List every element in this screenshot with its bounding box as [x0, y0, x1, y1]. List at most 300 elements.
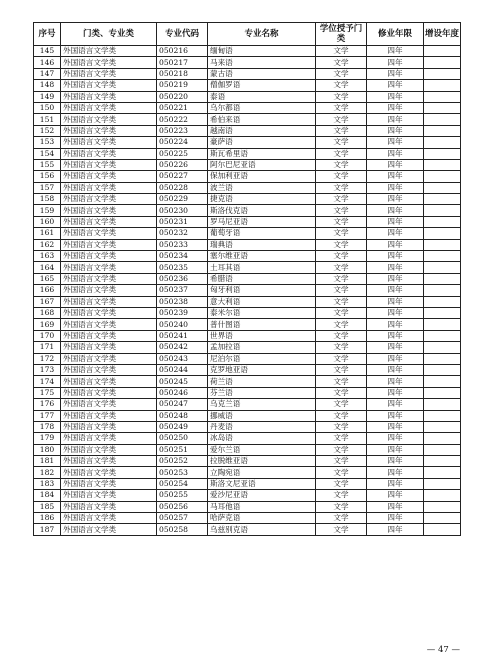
cell-seq: 150	[34, 102, 61, 113]
cell-seq: 172	[34, 353, 61, 364]
table-row	[34, 102, 461, 113]
cell-major-name: 尼泊尔语	[208, 353, 316, 364]
cell-duration: 四年	[367, 353, 424, 364]
cell-added-year	[424, 80, 461, 91]
cell-seq: 147	[34, 68, 61, 79]
cell-category: 外国语言文学类	[61, 319, 157, 330]
cell-code: 050237	[157, 285, 208, 296]
cell-category: 外国语言文学类	[61, 102, 157, 113]
cell-duration: 四年	[367, 433, 424, 444]
cell-major-name: 爱沙尼亚语	[208, 490, 316, 501]
cell-category: 外国语言文学类	[61, 444, 157, 455]
cell-duration: 四年	[367, 456, 424, 467]
cell-seq: 169	[34, 319, 61, 330]
cell-added-year	[424, 467, 461, 478]
cell-category: 外国语言文学类	[61, 148, 157, 159]
cell-duration: 四年	[367, 421, 424, 432]
cell-seq: 185	[34, 501, 61, 512]
table-row	[34, 159, 461, 170]
cell-added-year	[424, 273, 461, 284]
cell-degree: 文学	[316, 216, 367, 227]
cell-degree: 文学	[316, 91, 367, 102]
cell-added-year	[424, 421, 461, 432]
cell-seq: 176	[34, 399, 61, 410]
cell-major-name: 拉脱维亚语	[208, 456, 316, 467]
cell-duration: 四年	[367, 91, 424, 102]
cell-degree: 文学	[316, 467, 367, 478]
cell-duration: 四年	[367, 194, 424, 205]
cell-category: 外国语言文学类	[61, 387, 157, 398]
cell-category: 外国语言文学类	[61, 57, 157, 68]
cell-added-year	[424, 490, 461, 501]
cell-category: 外国语言文学类	[61, 490, 157, 501]
cell-major-name: 世界语	[208, 330, 316, 341]
table-row	[34, 399, 461, 410]
cell-seq: 182	[34, 467, 61, 478]
cell-seq: 146	[34, 57, 61, 68]
cell-category: 外国语言文学类	[61, 91, 157, 102]
cell-code: 050217	[157, 57, 208, 68]
cell-degree: 文学	[316, 501, 367, 512]
cell-duration: 四年	[367, 182, 424, 193]
cell-seq: 149	[34, 91, 61, 102]
table-row	[34, 80, 461, 91]
table-row	[34, 46, 461, 57]
cell-seq: 178	[34, 421, 61, 432]
cell-code: 050240	[157, 319, 208, 330]
cell-category: 外国语言文学类	[61, 364, 157, 375]
cell-added-year	[424, 524, 461, 535]
cell-added-year	[424, 307, 461, 318]
cell-major-name: 乌尔都语	[208, 102, 316, 113]
table-row	[34, 91, 461, 102]
cell-category: 外国语言文学类	[61, 456, 157, 467]
cell-added-year	[424, 216, 461, 227]
cell-category: 外国语言文学类	[61, 376, 157, 387]
cell-degree: 文学	[316, 444, 367, 455]
cell-code: 050225	[157, 148, 208, 159]
cell-code: 050239	[157, 307, 208, 318]
cell-added-year	[424, 342, 461, 353]
cell-code: 050233	[157, 239, 208, 250]
cell-added-year	[424, 205, 461, 216]
cell-seq: 175	[34, 387, 61, 398]
cell-category: 外国语言文学类	[61, 125, 157, 136]
cell-duration: 四年	[367, 46, 424, 57]
cell-degree: 文学	[316, 239, 367, 250]
cell-seq: 168	[34, 307, 61, 318]
cell-added-year	[424, 102, 461, 113]
cell-seq: 155	[34, 159, 61, 170]
cell-major-name: 葡萄牙语	[208, 228, 316, 239]
cell-category: 外国语言文学类	[61, 410, 157, 421]
cell-code: 050254	[157, 478, 208, 489]
table-row	[34, 364, 461, 375]
table-row	[34, 171, 461, 182]
cell-degree: 文学	[316, 353, 367, 364]
table-row	[34, 307, 461, 318]
cell-duration: 四年	[367, 102, 424, 113]
cell-duration: 四年	[367, 524, 424, 535]
cell-degree: 文学	[316, 228, 367, 239]
cell-major-name: 立陶宛语	[208, 467, 316, 478]
cell-major-name: 马耳他语	[208, 501, 316, 512]
cell-added-year	[424, 68, 461, 79]
cell-duration: 四年	[367, 273, 424, 284]
cell-major-name: 普什图语	[208, 319, 316, 330]
cell-code: 050220	[157, 91, 208, 102]
cell-major-name: 斯瓦希里语	[208, 148, 316, 159]
cell-duration: 四年	[367, 171, 424, 182]
header-major-name: 专业名称	[208, 23, 316, 46]
cell-code: 050255	[157, 490, 208, 501]
cell-added-year	[424, 125, 461, 136]
cell-code: 050253	[157, 467, 208, 478]
cell-added-year	[424, 330, 461, 341]
cell-added-year	[424, 114, 461, 125]
cell-duration: 四年	[367, 364, 424, 375]
cell-degree: 文学	[316, 490, 367, 501]
cell-duration: 四年	[367, 216, 424, 227]
cell-seq: 184	[34, 490, 61, 501]
cell-degree: 文学	[316, 524, 367, 535]
header-added-year: 增设年度	[424, 23, 461, 46]
cell-code: 050252	[157, 456, 208, 467]
cell-category: 外国语言文学类	[61, 421, 157, 432]
cell-code: 050228	[157, 182, 208, 193]
cell-added-year	[424, 262, 461, 273]
cell-code: 050257	[157, 513, 208, 524]
table-row	[34, 228, 461, 239]
cell-seq: 158	[34, 194, 61, 205]
cell-category: 外国语言文学类	[61, 137, 157, 148]
cell-category: 外国语言文学类	[61, 296, 157, 307]
cell-degree: 文学	[316, 399, 367, 410]
table-row	[34, 68, 461, 79]
cell-seq: 161	[34, 228, 61, 239]
cell-duration: 四年	[367, 376, 424, 387]
table-row	[34, 524, 461, 535]
cell-code: 050229	[157, 194, 208, 205]
cell-code: 050218	[157, 68, 208, 79]
cell-duration: 四年	[367, 228, 424, 239]
cell-code: 050231	[157, 216, 208, 227]
cell-degree: 文学	[316, 410, 367, 421]
cell-code: 050244	[157, 364, 208, 375]
cell-added-year	[424, 171, 461, 182]
table-row	[34, 330, 461, 341]
cell-added-year	[424, 387, 461, 398]
cell-added-year	[424, 159, 461, 170]
cell-code: 050230	[157, 205, 208, 216]
table-row	[34, 353, 461, 364]
cell-major-name: 丹麦语	[208, 421, 316, 432]
cell-seq: 171	[34, 342, 61, 353]
cell-major-name: 保加利亚语	[208, 171, 316, 182]
cell-major-name: 僧伽罗语	[208, 80, 316, 91]
cell-major-name: 希伯来语	[208, 114, 316, 125]
cell-seq: 164	[34, 262, 61, 273]
table-body	[34, 46, 461, 536]
cell-major-name: 斯洛伐克语	[208, 205, 316, 216]
table-row	[34, 273, 461, 284]
cell-category: 外国语言文学类	[61, 46, 157, 57]
cell-seq: 156	[34, 171, 61, 182]
cell-code: 050247	[157, 399, 208, 410]
cell-seq: 167	[34, 296, 61, 307]
cell-added-year	[424, 194, 461, 205]
cell-duration: 四年	[367, 137, 424, 148]
cell-duration: 四年	[367, 296, 424, 307]
cell-degree: 文学	[316, 421, 367, 432]
cell-code: 050248	[157, 410, 208, 421]
table-row	[34, 148, 461, 159]
cell-seq: 173	[34, 364, 61, 375]
cell-major-name: 乌兹别克语	[208, 524, 316, 535]
cell-category: 外国语言文学类	[61, 478, 157, 489]
cell-code: 050241	[157, 330, 208, 341]
table-row	[34, 285, 461, 296]
page-number: — 47 —	[426, 645, 460, 655]
header-duration: 修业年限	[367, 23, 424, 46]
cell-degree: 文学	[316, 296, 367, 307]
cell-code: 050251	[157, 444, 208, 455]
cell-seq: 152	[34, 125, 61, 136]
cell-category: 外国语言文学类	[61, 353, 157, 364]
cell-major-name: 豪萨语	[208, 137, 316, 148]
cell-degree: 文学	[316, 159, 367, 170]
cell-duration: 四年	[367, 285, 424, 296]
cell-code: 050223	[157, 125, 208, 136]
major-catalog-table	[33, 22, 461, 536]
cell-added-year	[424, 319, 461, 330]
cell-seq: 180	[34, 444, 61, 455]
table-row	[34, 262, 461, 273]
table-row	[34, 421, 461, 432]
cell-duration: 四年	[367, 125, 424, 136]
cell-category: 外国语言文学类	[61, 216, 157, 227]
table-row	[34, 57, 461, 68]
cell-added-year	[424, 410, 461, 421]
cell-added-year	[424, 57, 461, 68]
table-row	[34, 319, 461, 330]
cell-category: 外国语言文学类	[61, 251, 157, 262]
cell-degree: 文学	[316, 194, 367, 205]
cell-major-name: 乌克兰语	[208, 399, 316, 410]
cell-category: 外国语言文学类	[61, 524, 157, 535]
table-row	[34, 456, 461, 467]
cell-major-name: 斯洛文尼亚语	[208, 478, 316, 489]
cell-duration: 四年	[367, 159, 424, 170]
cell-major-name: 捷克语	[208, 194, 316, 205]
cell-major-name: 荷兰语	[208, 376, 316, 387]
table-row	[34, 478, 461, 489]
cell-duration: 四年	[367, 80, 424, 91]
cell-code: 050256	[157, 501, 208, 512]
cell-degree: 文学	[316, 57, 367, 68]
cell-code: 050245	[157, 376, 208, 387]
cell-added-year	[424, 433, 461, 444]
cell-seq: 179	[34, 433, 61, 444]
cell-degree: 文学	[316, 364, 367, 375]
cell-major-name: 爱尔兰语	[208, 444, 316, 455]
cell-duration: 四年	[367, 307, 424, 318]
cell-major-name: 马来语	[208, 57, 316, 68]
cell-seq: 165	[34, 273, 61, 284]
cell-added-year	[424, 376, 461, 387]
cell-category: 外国语言文学类	[61, 171, 157, 182]
header-degree: 学位授予门类	[316, 23, 367, 46]
cell-added-year	[424, 148, 461, 159]
cell-duration: 四年	[367, 239, 424, 250]
cell-category: 外国语言文学类	[61, 80, 157, 91]
cell-degree: 文学	[316, 376, 367, 387]
cell-code: 050250	[157, 433, 208, 444]
cell-degree: 文学	[316, 137, 367, 148]
cell-seq: 187	[34, 524, 61, 535]
cell-duration: 四年	[367, 399, 424, 410]
table-row	[34, 513, 461, 524]
cell-seq: 183	[34, 478, 61, 489]
cell-major-name: 希腊语	[208, 273, 316, 284]
cell-code: 050224	[157, 137, 208, 148]
cell-category: 外国语言文学类	[61, 194, 157, 205]
cell-code: 050249	[157, 421, 208, 432]
cell-degree: 文学	[316, 148, 367, 159]
table-row	[34, 342, 461, 353]
cell-added-year	[424, 182, 461, 193]
cell-degree: 文学	[316, 68, 367, 79]
cell-code: 050232	[157, 228, 208, 239]
cell-category: 外国语言文学类	[61, 239, 157, 250]
cell-code: 050219	[157, 80, 208, 91]
cell-seq: 163	[34, 251, 61, 262]
cell-duration: 四年	[367, 319, 424, 330]
cell-duration: 四年	[367, 387, 424, 398]
table-row	[34, 410, 461, 421]
cell-added-year	[424, 501, 461, 512]
cell-code: 050222	[157, 114, 208, 125]
header-code: 专业代码	[157, 23, 208, 46]
cell-major-name: 塞尔维亚语	[208, 251, 316, 262]
cell-major-name: 孟加拉语	[208, 342, 316, 353]
table-row	[34, 182, 461, 193]
cell-category: 外国语言文学类	[61, 285, 157, 296]
cell-major-name: 缅甸语	[208, 46, 316, 57]
cell-added-year	[424, 46, 461, 57]
cell-major-name: 土耳其语	[208, 262, 316, 273]
cell-code: 050238	[157, 296, 208, 307]
cell-code: 050246	[157, 387, 208, 398]
cell-seq: 170	[34, 330, 61, 341]
cell-added-year	[424, 239, 461, 250]
cell-duration: 四年	[367, 148, 424, 159]
table-row	[34, 114, 461, 125]
cell-code: 050221	[157, 102, 208, 113]
cell-seq: 159	[34, 205, 61, 216]
cell-seq: 154	[34, 148, 61, 159]
cell-category: 外国语言文学类	[61, 159, 157, 170]
cell-code: 050234	[157, 251, 208, 262]
cell-degree: 文学	[316, 262, 367, 273]
cell-code: 050226	[157, 159, 208, 170]
cell-degree: 文学	[316, 102, 367, 113]
cell-added-year	[424, 478, 461, 489]
cell-major-name: 匈牙利语	[208, 285, 316, 296]
cell-code: 050258	[157, 524, 208, 535]
cell-added-year	[424, 285, 461, 296]
cell-added-year	[424, 228, 461, 239]
cell-major-name: 哈萨克语	[208, 513, 316, 524]
cell-added-year	[424, 513, 461, 524]
table-header-row	[34, 23, 461, 46]
cell-degree: 文学	[316, 513, 367, 524]
cell-seq: 166	[34, 285, 61, 296]
table-row	[34, 216, 461, 227]
table-row	[34, 433, 461, 444]
cell-major-name: 冰岛语	[208, 433, 316, 444]
cell-duration: 四年	[367, 478, 424, 489]
cell-code: 050216	[157, 46, 208, 57]
cell-degree: 文学	[316, 330, 367, 341]
table-row	[34, 205, 461, 216]
cell-duration: 四年	[367, 513, 424, 524]
table-row	[34, 125, 461, 136]
cell-category: 外国语言文学类	[61, 68, 157, 79]
table-row	[34, 296, 461, 307]
cell-category: 外国语言文学类	[61, 330, 157, 341]
cell-major-name: 罗马尼亚语	[208, 216, 316, 227]
cell-category: 外国语言文学类	[61, 467, 157, 478]
cell-added-year	[424, 399, 461, 410]
cell-seq: 157	[34, 182, 61, 193]
table-row	[34, 137, 461, 148]
cell-category: 外国语言文学类	[61, 513, 157, 524]
cell-seq: 162	[34, 239, 61, 250]
cell-category: 外国语言文学类	[61, 342, 157, 353]
cell-added-year	[424, 444, 461, 455]
cell-major-name: 意大利语	[208, 296, 316, 307]
header-seq: 序号	[34, 23, 61, 46]
cell-category: 外国语言文学类	[61, 273, 157, 284]
cell-degree: 文学	[316, 46, 367, 57]
cell-added-year	[424, 364, 461, 375]
cell-major-name: 波兰语	[208, 182, 316, 193]
cell-major-name: 挪威语	[208, 410, 316, 421]
header-category: 门类、专业类	[61, 23, 157, 46]
table-row	[34, 194, 461, 205]
cell-code: 050235	[157, 262, 208, 273]
cell-major-name: 蒙古语	[208, 68, 316, 79]
cell-degree: 文学	[316, 285, 367, 296]
cell-code: 050236	[157, 273, 208, 284]
table-row	[34, 467, 461, 478]
cell-added-year	[424, 353, 461, 364]
table-row	[34, 239, 461, 250]
cell-duration: 四年	[367, 57, 424, 68]
cell-category: 外国语言文学类	[61, 307, 157, 318]
cell-degree: 文学	[316, 114, 367, 125]
cell-seq: 174	[34, 376, 61, 387]
table-row	[34, 490, 461, 501]
cell-category: 外国语言文学类	[61, 433, 157, 444]
cell-duration: 四年	[367, 410, 424, 421]
cell-degree: 文学	[316, 182, 367, 193]
cell-degree: 文学	[316, 342, 367, 353]
cell-code: 050242	[157, 342, 208, 353]
cell-major-name: 越南语	[208, 125, 316, 136]
cell-added-year	[424, 296, 461, 307]
